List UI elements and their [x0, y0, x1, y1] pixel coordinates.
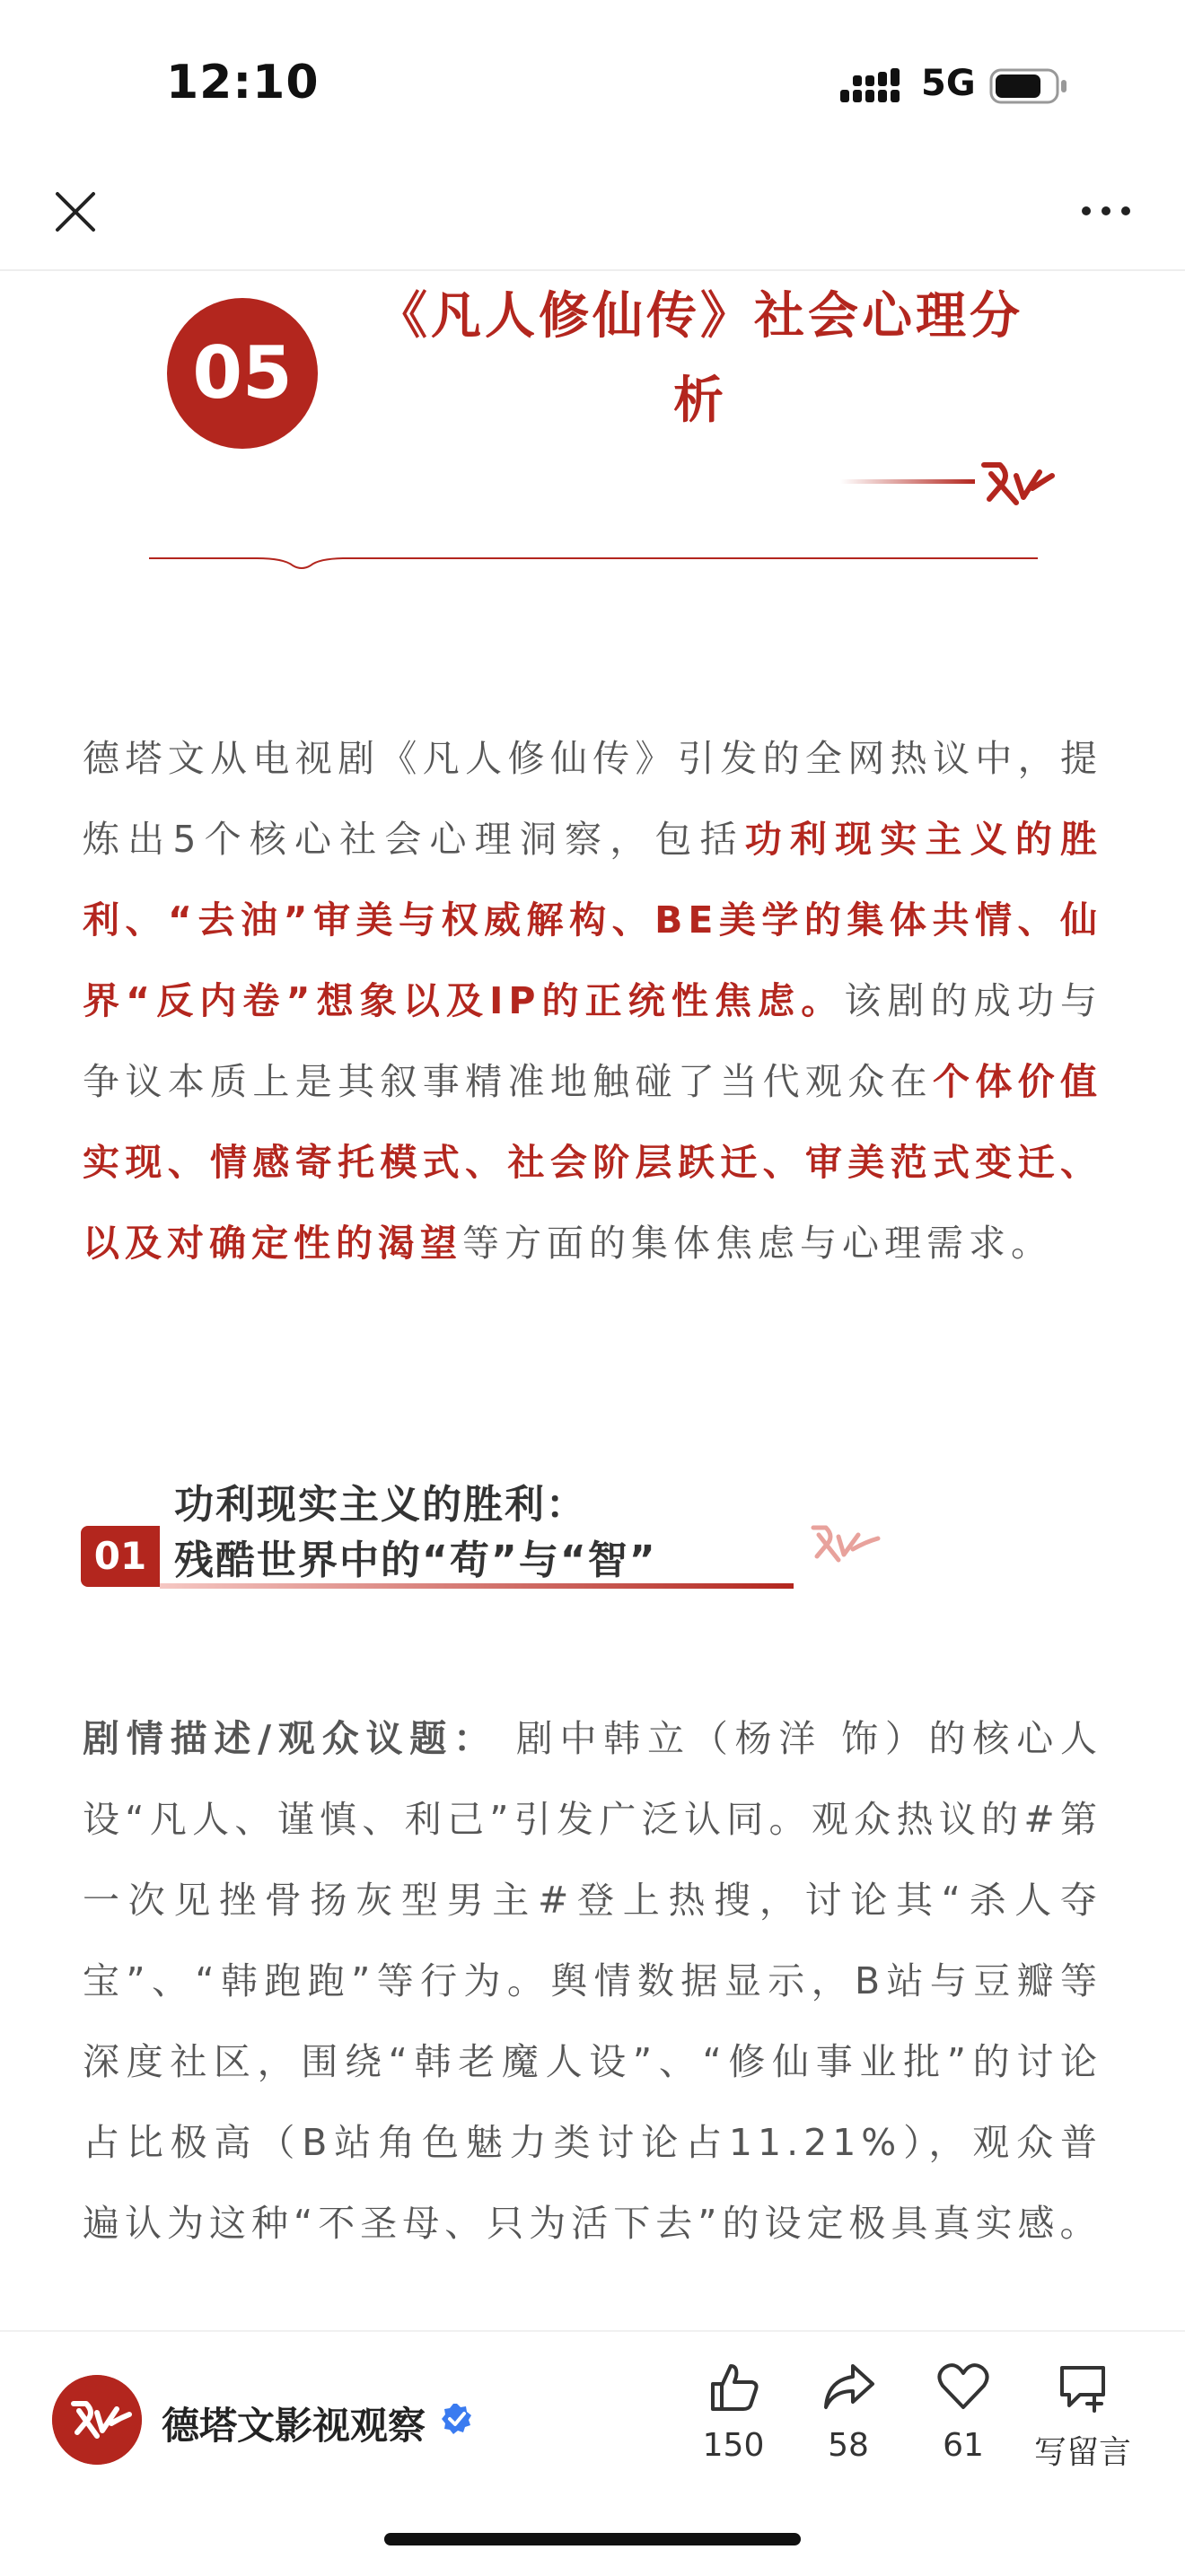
subsection-number-badge: 01	[81, 1526, 160, 1587]
body-text: 剧中韩立（杨洋 饰）的核心人设“凡人、谨慎、利己”引发广泛认同。观众热议的#第一次见挫骨扬灰型男主#登上热搜，讨论其“杀人夺宝”、“韩跑跑”等行为。舆情数据显示，B站与豆瓣等深度社区，围绕“韩老魔人设”、“修仙事业批”的讨论占比极高（B站角色魅力类讨论占11.21%），观众普遍认为这种“不圣母、只为活下去”的设定极具真实感。	[83, 1717, 1102, 2245]
intro-text: 等方面的集体焦虑与心理需求。	[462, 1222, 1053, 1265]
section-number-badge: 05	[167, 298, 318, 449]
intro-highlight: 功利现实主义的胜利、“去油”审美与权威解构、BE美学的集体共情、仙界“反内卷”想象以及IP的正统性焦虑。	[83, 818, 1102, 1022]
nav-bar	[0, 171, 1185, 271]
subsection-underline	[160, 1583, 794, 1589]
body-lead: 剧情描述/观众议题：	[83, 1717, 497, 1760]
subsection-heading	[81, 1468, 817, 1594]
avatar[interactable]	[52, 2375, 142, 2465]
intro-highlight: 个体价值实现、情感寄托模式、社会阶层跃迁、审美范式变迁、以及对确定性的渴望	[83, 1060, 1103, 1265]
account-name[interactable]: 德塔文影视观察	[162, 2404, 426, 2448]
battery-icon	[989, 68, 1068, 104]
share-button[interactable]	[799, 2359, 898, 2464]
brand-mark-icon	[806, 1519, 887, 1573]
intro-paragraph	[83, 718, 1102, 1284]
status-bar	[0, 0, 1185, 171]
comment-icon	[1055, 2359, 1110, 2414]
more-icon[interactable]	[1079, 197, 1133, 224]
verified-badge-icon	[440, 2402, 474, 2436]
body-paragraph	[83, 1698, 1102, 2264]
subsection-title-line2: 残酷世界中的“苟”与“智”	[174, 1538, 657, 1583]
thumbs-up-icon	[706, 2359, 761, 2414]
favorite-button[interactable]	[914, 2359, 1013, 2464]
section-title: 《凡人修仙传》社会心理分析	[377, 287, 1023, 430]
comment-button[interactable]	[1029, 2359, 1137, 2473]
network-type: 5G	[921, 63, 976, 104]
brand-mark-icon	[840, 449, 1056, 512]
intro-text: 德塔文从电视剧《凡人修仙传》引发的全网热议中，提炼出5个核心社会心理洞察，包括	[83, 737, 1102, 861]
comment-label: 写留言	[1033, 2434, 1131, 2471]
signal-icon	[840, 68, 912, 106]
like-count: 150	[702, 2427, 765, 2464]
share-icon	[821, 2359, 876, 2414]
section-divider	[149, 539, 1038, 574]
favorite-count: 61	[943, 2427, 984, 2464]
status-time: 12:10	[166, 56, 320, 110]
heart-icon	[935, 2359, 991, 2414]
close-icon[interactable]	[50, 187, 101, 237]
subsection-title-line1: 功利现实主义的胜利：	[174, 1482, 587, 1528]
like-button[interactable]	[684, 2359, 783, 2464]
intro-text: 该剧的成功与争议本质上是其叙事精准地触碰了当代观众在	[83, 979, 1102, 1103]
share-count: 58	[828, 2427, 869, 2464]
home-indicator[interactable]	[384, 2533, 801, 2545]
